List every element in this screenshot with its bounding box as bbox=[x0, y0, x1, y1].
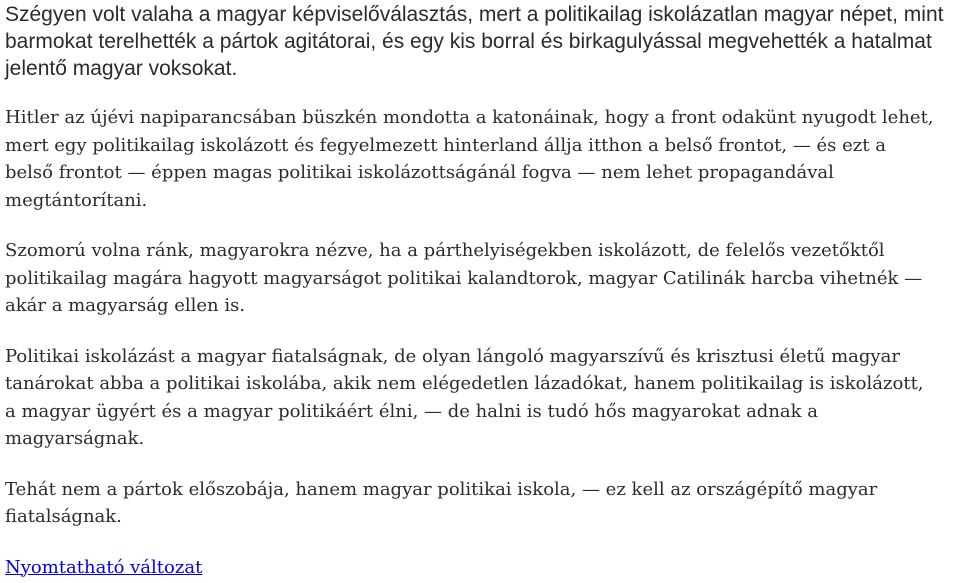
paragraph-line: Szomorú volna ránk, magyarokra nézve, ha a párthelyiségekben iskolázott, de felelős vezetőktől bbox=[5, 240, 885, 261]
paragraph-line: Politikai iskolázást a magyar fiatalságnak, de olyan lángoló magyarszívű és krisztusi életű magyar bbox=[5, 345, 900, 367]
print-version-link[interactable]: Nyomtatható változat bbox=[5, 556, 203, 578]
paragraph-line: belső frontot — éppen magas politikai iskolázottságánál fogva — nem lehet propagandával bbox=[5, 162, 834, 183]
article-paragraph bbox=[5, 237, 960, 320]
print-link-row bbox=[5, 554, 960, 582]
paragraph-line: Tehát nem a pártok előszobája, hanem magyar politikai iskola, — ez kell az országépítő magyar bbox=[5, 478, 878, 500]
paragraph-line: Szégyen volt valaha a magyar képviselőválasztás, mert a politikailag iskolázatlan magyar népet, mint bbox=[5, 3, 944, 26]
paragraph-line: politikailag magára hagyott magyarságot politikai kalandtorok, magyar Catilinák harcba vihetnék — bbox=[5, 267, 923, 289]
paragraph-line: tanárokat abba a politikai iskolába, akik nem elégedetlen lázadókat, hanem politikailag is iskolázott, bbox=[5, 373, 924, 394]
paragraph-line: fiatalságnak. bbox=[5, 506, 122, 527]
article-paragraph bbox=[5, 476, 960, 531]
paragraph-line: a magyar ügyért és a magyar politikáért élni, — de halni is tudó hős magyarokat adnak a bbox=[5, 400, 819, 422]
paragraph-line: mert egy politikailag iskolázott és fegyelmezett hinterland állja itthon a belső frontot, — és ezt a bbox=[5, 134, 886, 156]
paragraph-line: magyarságnak. bbox=[5, 428, 145, 449]
article-paragraph bbox=[5, 104, 960, 214]
intro-paragraph bbox=[5, 1, 960, 82]
article-paragraph bbox=[5, 343, 960, 453]
paragraph-line: Hitler az újévi napiparancsában büszkén mondotta a katonáinak, hogy a front odakünt nyugodt lehet, bbox=[5, 107, 934, 128]
paragraph-line: akár a magyarság ellen is. bbox=[5, 295, 246, 316]
paragraph-line: jelentő magyar voksokat. bbox=[5, 57, 238, 80]
paragraph-line: barmokat terelhették a pártok agitátorai, és egy kis borral és birkagulyással megvehették a hatalmat bbox=[5, 30, 932, 53]
paragraph-line: megtántorítani. bbox=[5, 189, 148, 211]
